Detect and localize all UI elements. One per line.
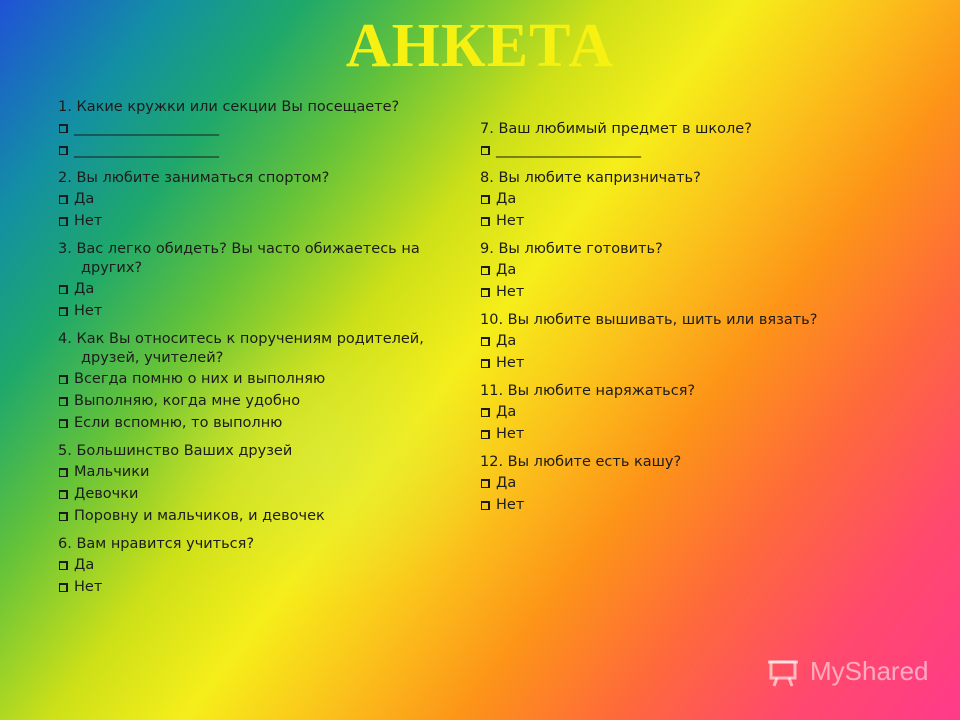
survey-question xyxy=(480,240,880,303)
answer-option[interactable] xyxy=(480,281,880,303)
checkbox-icon[interactable] xyxy=(59,217,68,226)
question-text: 3. Вас легко обидеть? Вы часто обижаетесь на других? xyxy=(58,241,420,276)
question-text: 5. Большинство Ваших друзей xyxy=(58,443,293,459)
checkbox-icon[interactable] xyxy=(481,266,490,275)
checkbox-icon[interactable] xyxy=(59,375,68,384)
answer-option[interactable] xyxy=(480,139,880,161)
option-label: Да xyxy=(74,191,95,207)
survey-question xyxy=(480,453,880,516)
answer-option[interactable] xyxy=(58,117,458,139)
survey-question xyxy=(58,98,458,161)
option-label: Если вспомню, то выполню xyxy=(74,415,283,431)
checkbox-icon[interactable] xyxy=(481,217,490,226)
answer-option[interactable] xyxy=(58,554,458,576)
answer-option[interactable] xyxy=(58,390,458,412)
watermark-text: MyShared xyxy=(810,656,929,686)
option-label: Да xyxy=(496,333,517,349)
checkbox-icon[interactable] xyxy=(59,146,68,155)
survey-question xyxy=(480,169,880,232)
option-label: Выполняю, когда мне удобно xyxy=(74,393,301,409)
checkbox-icon[interactable] xyxy=(481,430,490,439)
checkbox-icon[interactable] xyxy=(481,359,490,368)
survey-question xyxy=(58,169,458,232)
survey-question xyxy=(58,442,458,527)
questions-left-column xyxy=(58,98,458,606)
option-label: Нет xyxy=(74,303,103,319)
answer-option[interactable] xyxy=(58,483,458,505)
option-label: Да xyxy=(74,281,95,297)
question-text: 4. Как Вы относитесь к поручениям родителей, друзей, учителей? xyxy=(58,331,424,366)
checkbox-icon[interactable] xyxy=(59,285,68,294)
option-label: Да xyxy=(496,475,517,491)
survey-question xyxy=(58,330,458,434)
checkbox-icon[interactable] xyxy=(481,337,490,346)
option-label: ____________________ xyxy=(74,142,219,158)
answer-option[interactable] xyxy=(58,461,458,483)
answer-option[interactable] xyxy=(58,505,458,527)
answer-option[interactable] xyxy=(480,423,880,445)
answer-option[interactable] xyxy=(480,210,880,232)
answer-option[interactable] xyxy=(480,259,880,281)
checkbox-icon[interactable] xyxy=(481,479,490,488)
checkbox-icon[interactable] xyxy=(481,501,490,510)
option-label: Поровну и мальчиков, и девочек xyxy=(74,508,325,524)
question-text: 6. Вам нравится учиться? xyxy=(58,536,255,552)
option-label: Да xyxy=(496,191,517,207)
survey-question xyxy=(480,382,880,445)
question-text: 8. Вы любите капризничать? xyxy=(480,170,701,186)
questions-right-column xyxy=(480,120,880,524)
option-label: Да xyxy=(74,557,95,573)
myshared-logo-icon xyxy=(768,657,802,687)
checkbox-icon[interactable] xyxy=(481,288,490,297)
answer-option[interactable] xyxy=(58,278,458,300)
answer-option[interactable] xyxy=(480,188,880,210)
option-label: ____________________ xyxy=(74,120,219,136)
question-text: 1. Какие кружки или секции Вы посещаете? xyxy=(58,99,400,115)
answer-option[interactable] xyxy=(58,210,458,232)
option-label: Да xyxy=(496,262,517,278)
option-label: Нет xyxy=(496,426,525,442)
checkbox-icon[interactable] xyxy=(59,124,68,133)
option-label: Нет xyxy=(496,213,525,229)
option-label: ____________________ xyxy=(496,142,641,158)
survey-question xyxy=(58,535,458,598)
option-label: Нет xyxy=(496,284,525,300)
answer-option[interactable] xyxy=(58,368,458,390)
answer-option[interactable] xyxy=(480,472,880,494)
answer-option[interactable] xyxy=(58,300,458,322)
checkbox-icon[interactable] xyxy=(59,195,68,204)
question-text: 2. Вы любите заниматься спортом? xyxy=(58,170,330,186)
survey-question xyxy=(480,120,880,161)
survey-question xyxy=(58,240,458,322)
page-title: АНКЕТА xyxy=(345,12,615,80)
option-label: Нет xyxy=(74,213,103,229)
checkbox-icon[interactable] xyxy=(59,490,68,499)
question-text: 11. Вы любите наряжаться? xyxy=(480,383,696,399)
answer-option[interactable] xyxy=(58,576,458,598)
question-text: 9. Вы любите готовить? xyxy=(480,241,663,257)
checkbox-icon[interactable] xyxy=(59,468,68,477)
option-label: Девочки xyxy=(74,486,139,502)
option-label: Нет xyxy=(496,497,525,513)
checkbox-icon[interactable] xyxy=(59,561,68,570)
answer-option[interactable] xyxy=(480,494,880,516)
survey-question xyxy=(480,311,880,374)
option-label: Всегда помню о них и выполняю xyxy=(74,371,326,387)
question-text: 7. Ваш любимый предмет в школе? xyxy=(480,121,752,137)
question-text: 10. Вы любите вышивать, шить или вязать? xyxy=(480,312,818,328)
checkbox-icon[interactable] xyxy=(59,583,68,592)
answer-option[interactable] xyxy=(480,401,880,423)
option-label: Нет xyxy=(74,579,103,595)
question-text: 12. Вы любите есть кашу? xyxy=(480,454,682,470)
answer-option[interactable] xyxy=(58,412,458,434)
checkbox-icon[interactable] xyxy=(59,419,68,428)
checkbox-icon[interactable] xyxy=(59,307,68,316)
checkbox-icon[interactable] xyxy=(59,512,68,521)
watermark-logo xyxy=(768,656,929,687)
answer-option[interactable] xyxy=(480,352,880,374)
answer-option[interactable] xyxy=(58,188,458,210)
option-label: Да xyxy=(496,404,517,420)
option-label: Нет xyxy=(496,355,525,371)
checkbox-icon[interactable] xyxy=(481,146,490,155)
checkbox-icon[interactable] xyxy=(481,408,490,417)
answer-option[interactable] xyxy=(58,139,458,161)
option-label: Мальчики xyxy=(74,464,150,480)
checkbox-icon[interactable] xyxy=(59,397,68,406)
answer-option[interactable] xyxy=(480,330,880,352)
checkbox-icon[interactable] xyxy=(481,195,490,204)
